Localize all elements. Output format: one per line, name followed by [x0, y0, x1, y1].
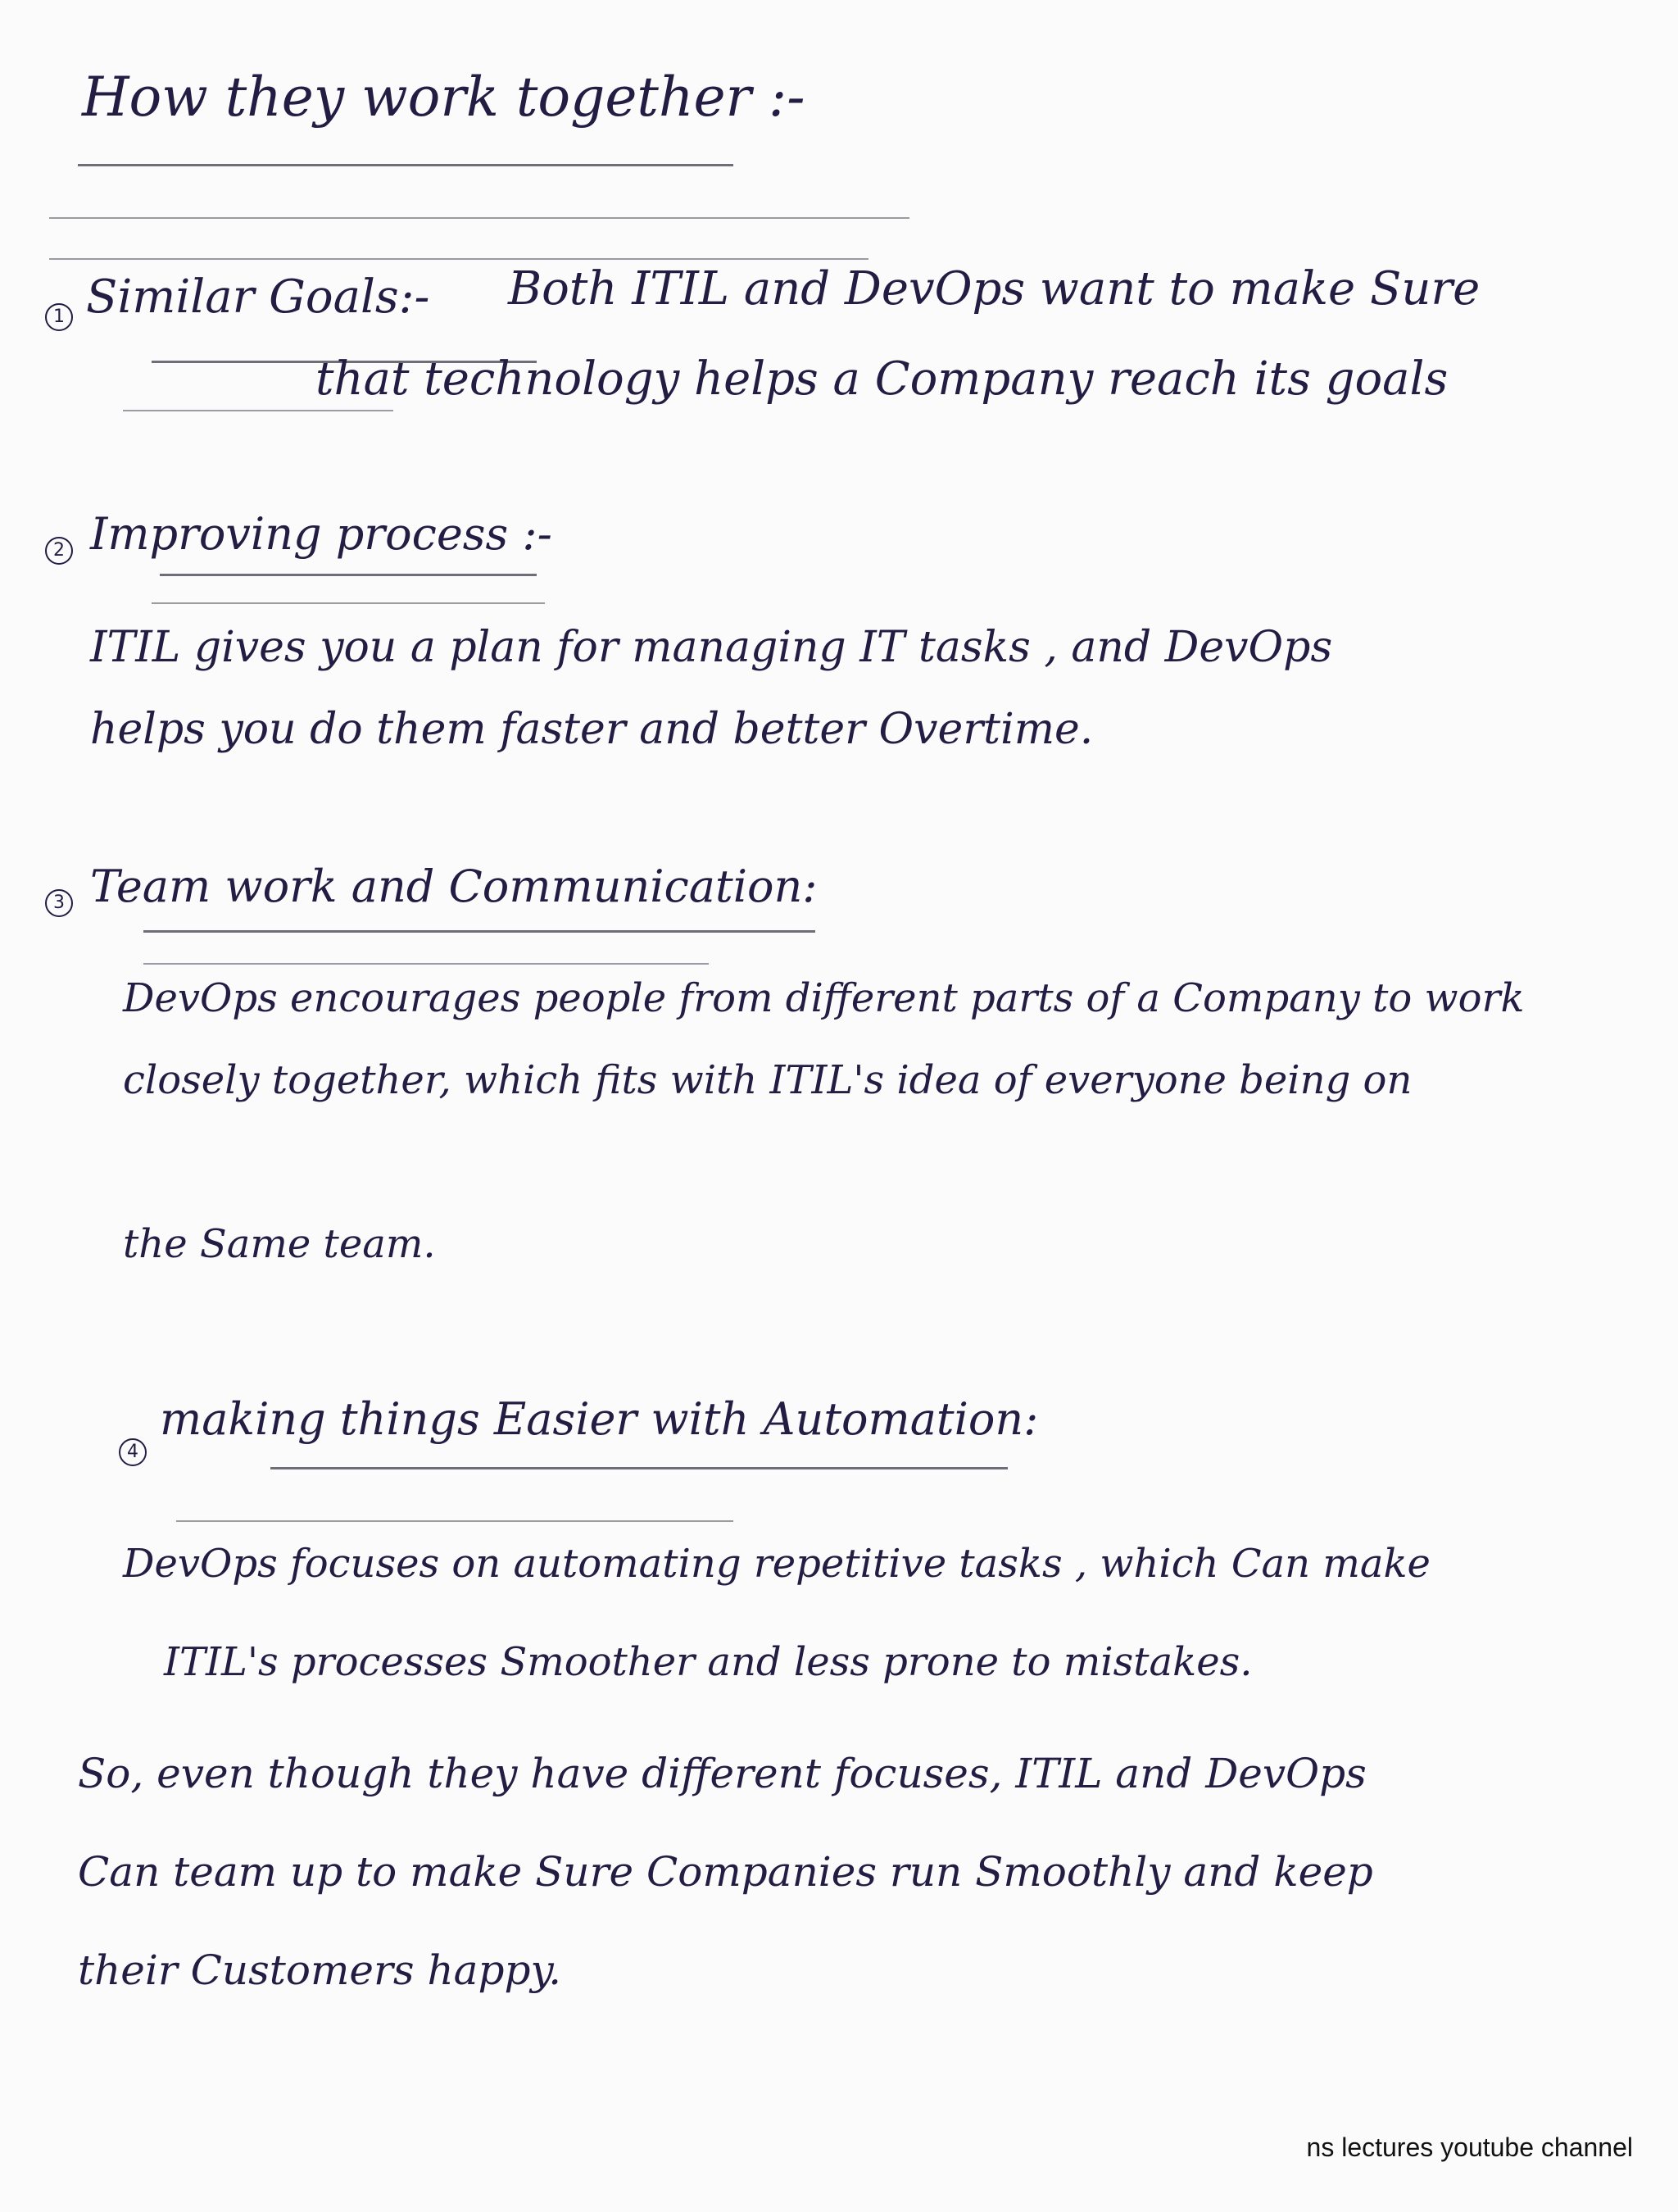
channel-caption: ns lectures youtube channel: [1306, 2133, 1633, 2162]
conclusion-line-2: Can team up to make Sure Companies run Smoothly and keep: [78, 1848, 1373, 1896]
section-3-line-2: closely together, which fits with ITIL's idea of everyone being on: [123, 1057, 1413, 1103]
section-heading-4: making things Easier with Automation:: [160, 1393, 1039, 1445]
section-heading-2: Improving process :-: [90, 508, 552, 560]
section-4-line-1: DevOps focuses on automating repetitive tasks , which Can make: [123, 1541, 1431, 1587]
section-4-underline: [270, 1467, 1008, 1469]
title-underline-2: [49, 217, 909, 219]
section-2-line-2: helps you do them faster and better Overtime.: [90, 705, 1094, 754]
title-underline: [78, 164, 733, 166]
section-3-line-3: the Same team.: [123, 1221, 436, 1267]
section-number-1: 1: [45, 303, 73, 331]
section-number-3: 3: [45, 889, 73, 917]
section-number-4: 4: [119, 1438, 147, 1466]
conclusion-line-3: their Customers happy.: [78, 1946, 561, 1994]
section-number-2: 2: [45, 537, 73, 565]
section-1-line-2: that technology helps a Company reach its goals: [315, 352, 1449, 406]
section-3-underline: [143, 930, 815, 933]
section-2-line-1: ITIL gives you a plan for managing IT tasks , and DevOps: [90, 623, 1333, 672]
section-2-underline: [160, 574, 537, 576]
section-4-line-2: ITIL's processes Smoother and less prone to mistakes.: [164, 1639, 1253, 1685]
section-4-underline-2: [176, 1520, 733, 1522]
section-2-underline-2: [152, 602, 545, 604]
section-heading-1: Similar Goals:-: [86, 270, 430, 324]
section-heading-3: Team work and Communication:: [90, 861, 818, 912]
page-title: How they work together :-: [82, 66, 805, 129]
title-underline-3: [49, 258, 868, 260]
section-3-underline-2: [143, 963, 709, 965]
section-1-underline-2: [123, 410, 393, 411]
conclusion-line-1: So, even though they have different focuses, ITIL and DevOps: [78, 1750, 1367, 1797]
section-1-line-1: Both ITIL and DevOps want to make Sure: [508, 262, 1481, 316]
section-3-line-1: DevOps encourages people from different parts of a Company to work: [123, 975, 1525, 1021]
